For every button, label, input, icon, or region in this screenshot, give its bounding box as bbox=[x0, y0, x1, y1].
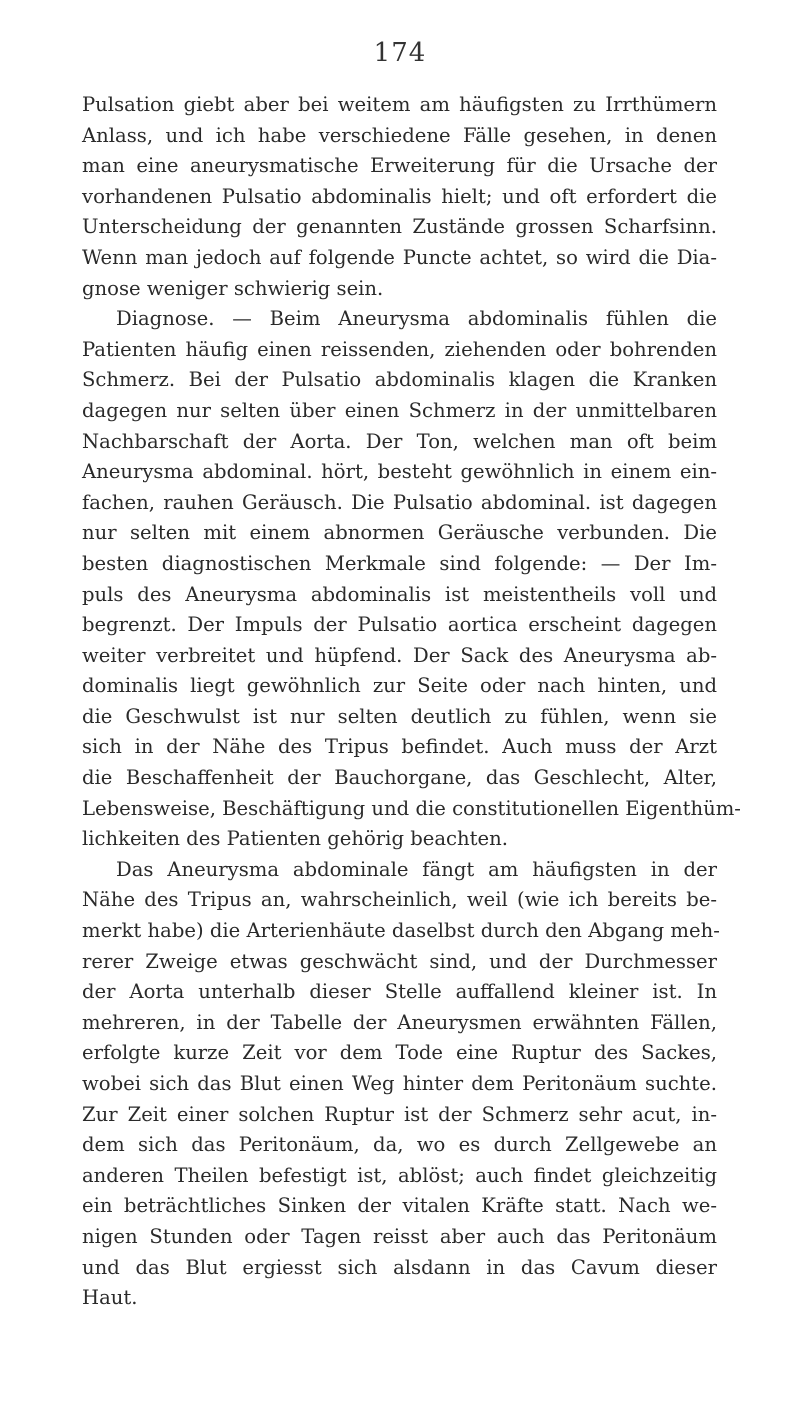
text-line: die Geschwulst ist nur selten deutlich zu fühlen, wenn sie bbox=[82, 704, 717, 728]
text-line: Zur Zeit einer solchen Ruptur ist der Schmerz sehr acut, in- bbox=[82, 1102, 717, 1126]
text-line: der Aorta unterhalb dieser Stelle auffallend kleiner ist. In bbox=[82, 980, 717, 1004]
text-line: Aneurysma abdominal. hört, besteht gewöhnlich in einem ein- bbox=[82, 460, 717, 484]
text-line: die Beschaffenheit der Bauchorgane, das Geschlecht, Alter, bbox=[82, 766, 717, 790]
text-line: lichkeiten des Patienten gehörig beachten. bbox=[82, 827, 508, 851]
text-line: dem sich das Peritonäum, da, wo es durch Zellgewebe an bbox=[82, 1133, 717, 1157]
text-line: Anlass, und ich habe verschiedene Fälle gesehen, in denen bbox=[82, 123, 717, 147]
text-line: puls des Aneurysma abdominalis ist meistentheils voll und bbox=[82, 582, 717, 606]
text-line: man eine aneurysmatische Erweiterung für die Ursache der bbox=[82, 154, 717, 178]
text-line: Lebensweise, Beschäftigung und die constitutionellen Eigenthüm- bbox=[82, 796, 741, 820]
text-line: nigen Stunden oder Tagen reisst aber auch das Peritonäum bbox=[82, 1224, 717, 1248]
text-line: wobei sich das Blut einen Weg hinter dem Peritonäum suchte. bbox=[82, 1072, 717, 1095]
text-line: ein beträchtliches Sinken der vitalen Kräfte statt. Nach we- bbox=[82, 1194, 717, 1218]
text-line: Wenn man jedoch auf folgende Puncte achtet, so wird die Dia- bbox=[82, 245, 717, 269]
paragraph-start-line: Das Aneurysma abdominale fängt am häufigsten in der bbox=[116, 857, 717, 881]
text-line: gnose weniger schwierig sein. bbox=[82, 276, 384, 300]
text-line: nur selten mit einem abnormen Geräusche verbunden. Die bbox=[82, 521, 717, 545]
text-line: vorhandenen Pulsatio abdominalis hielt; und oft erfordert die bbox=[82, 184, 717, 208]
text-line: erfolgte kurze Zeit vor dem Tode eine Ruptur des Sackes, bbox=[82, 1041, 717, 1065]
text-line: Unterscheidung der genannten Zustände grossen Scharfsinn. bbox=[82, 215, 717, 239]
text-line: anderen Theilen befestigt ist, ablöst; auch findet gleichzeitig bbox=[82, 1163, 717, 1187]
text-line: merkt habe) die Arterienhäute daselbst durch den Abgang meh- bbox=[82, 919, 720, 943]
body-text bbox=[82, 90, 741, 1314]
text-line: Pulsation giebt aber bei weitem am häufigsten zu Irrthümern bbox=[82, 93, 717, 116]
text-line: Schmerz. Bei der Pulsatio abdominalis klagen die Kranken bbox=[82, 368, 717, 392]
text-line: Nähe des Tripus an, wahrscheinlich, weil (wie ich bereits be- bbox=[82, 888, 717, 912]
text-line: sich in der Nähe des Tripus befindet. Auch muss der Arzt bbox=[82, 735, 717, 759]
text-line: besten diagnostischen Merkmale sind folgende: — Der Im- bbox=[82, 551, 717, 575]
text-line: fachen, rauhen Geräusch. Die Pulsatio abdominal. ist dagegen bbox=[82, 490, 717, 514]
text-line: und das Blut ergiesst sich alsdann in das Cavum dieser bbox=[82, 1255, 717, 1279]
text-line: Nachbarschaft der Aorta. Der Ton, welchen man oft beim bbox=[82, 429, 717, 453]
text-line: dagegen nur selten über einen Schmerz in der unmittelbaren bbox=[82, 398, 717, 422]
text-line: begrenzt. Der Impuls der Pulsatio aortica erscheint dagegen bbox=[82, 613, 717, 637]
page-number: 174 bbox=[373, 38, 427, 68]
text-line: Haut. bbox=[82, 1286, 138, 1310]
text-line: dominalis liegt gewöhnlich zur Seite oder nach hinten, und bbox=[82, 674, 717, 698]
paragraph-start-line: Diagnose. — Beim Aneurysma abdominalis fühlen die bbox=[116, 307, 717, 331]
text-line: weiter verbreitet und hüpfend. Der Sack des Aneurysma ab- bbox=[82, 643, 717, 667]
text-line: Patienten häufig einen reissenden, ziehenden oder bohrenden bbox=[82, 337, 717, 361]
text-line: mehreren, in der Tabelle der Aneurysmen erwähnten Fällen, bbox=[82, 1010, 717, 1034]
text-line: rerer Zweige etwas geschwächt sind, und der Durchmesser bbox=[82, 949, 717, 973]
